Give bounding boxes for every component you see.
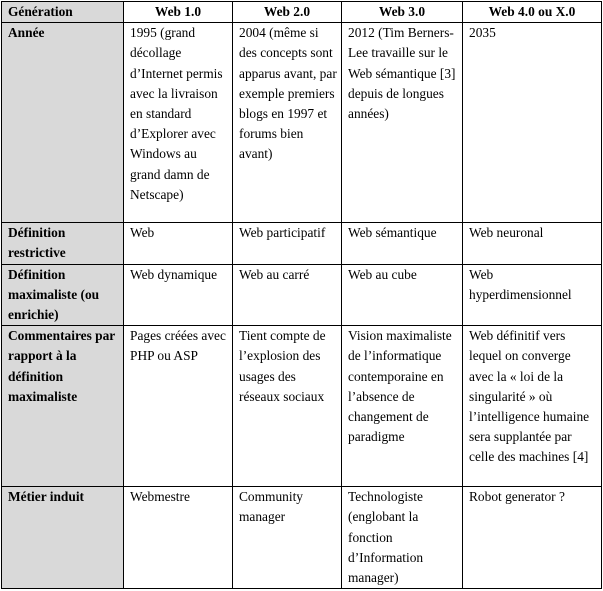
header-web-2: Web 2.0 bbox=[233, 2, 342, 23]
header-generation: Génération bbox=[2, 2, 124, 23]
row-definition-restrictive bbox=[2, 223, 602, 264]
cell-restrictive-web3: Web sémantique bbox=[342, 223, 463, 264]
cell-restrictive-web4: Web neuronal bbox=[463, 223, 602, 264]
header-web-3: Web 3.0 bbox=[342, 2, 463, 23]
row-definition-maximaliste bbox=[2, 264, 602, 326]
header-web-1: Web 1.0 bbox=[124, 2, 233, 23]
cell-commentaires-web2: Tient compte de l’explosion des usages des réseaux sociaux bbox=[233, 326, 342, 487]
cell-annee-web4: 2035 bbox=[463, 23, 602, 223]
row-label-definition-maximaliste: Définition maximaliste (ou enrichie) bbox=[2, 264, 124, 326]
cell-annee-web2: 2004 (même si des concepts sont apparus avant, par exemple premiers blogs en 1997 et forums bien avant) bbox=[233, 23, 342, 223]
cell-commentaires-web3: Vision maximaliste de l’informatique contemporaine en l’absence de changement de paradigme bbox=[342, 326, 463, 487]
row-metier-induit bbox=[2, 487, 602, 589]
cell-metier-web4: Robot generator ? bbox=[463, 487, 602, 589]
row-label-metier-induit: Métier induit bbox=[2, 487, 124, 589]
row-annee bbox=[2, 23, 602, 223]
cell-maximaliste-web1: Web dynamique bbox=[124, 264, 233, 326]
cell-restrictive-web1: Web bbox=[124, 223, 233, 264]
header-web-4: Web 4.0 ou X.0 bbox=[463, 2, 602, 23]
web-generations-table bbox=[1, 1, 602, 589]
cell-annee-web1: 1995 (grand décollage d’Internet permis avec la livraison en standard d’Explorer avec Windows au grand damn de Netscape) bbox=[124, 23, 233, 223]
cell-maximaliste-web4: Web hyperdimensionnel bbox=[463, 264, 602, 326]
header-row bbox=[2, 2, 602, 23]
cell-commentaires-web4: Web définitif vers lequel on converge avec la « loi de la singularité » où l’intelligence humaine sera supplantée par celle des machines [4] bbox=[463, 326, 602, 487]
row-commentaires bbox=[2, 326, 602, 487]
row-label-annee: Année bbox=[2, 23, 124, 223]
row-label-commentaires: Commentaires par rapport à la définition maximaliste bbox=[2, 326, 124, 487]
cell-commentaires-web1: Pages créées avec PHP ou ASP bbox=[124, 326, 233, 487]
cell-metier-web3: Technologiste (englobant la fonction d’Information manager) bbox=[342, 487, 463, 589]
cell-metier-web1: Webmestre bbox=[124, 487, 233, 589]
cell-maximaliste-web2: Web au carré bbox=[233, 264, 342, 326]
cell-maximaliste-web3: Web au cube bbox=[342, 264, 463, 326]
row-label-definition-restrictive: Définition restrictive bbox=[2, 223, 124, 264]
cell-restrictive-web2: Web participatif bbox=[233, 223, 342, 264]
cell-metier-web2: Community manager bbox=[233, 487, 342, 589]
cell-annee-web3: 2012 (Tim Berners-Lee travaille sur le Web sémantique [3] depuis de longues années) bbox=[342, 23, 463, 223]
